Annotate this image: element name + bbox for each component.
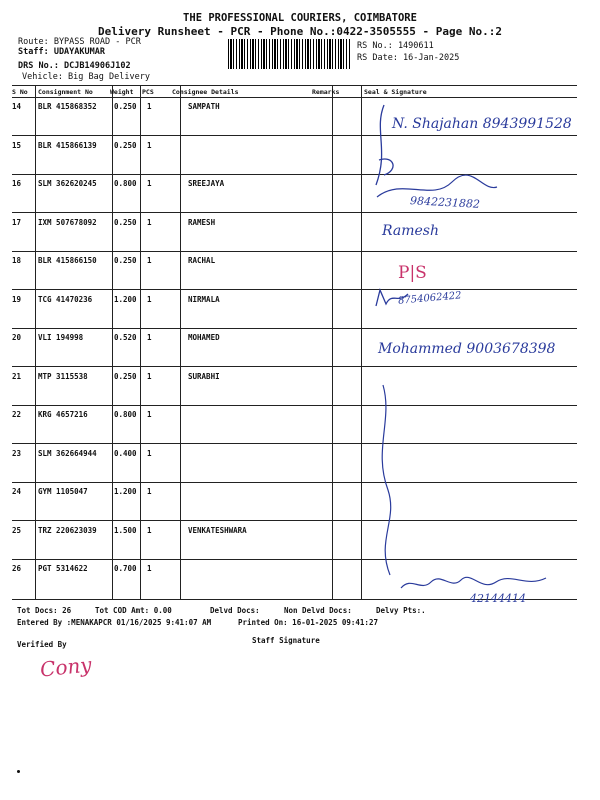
row-weight: 0.700 — [114, 564, 137, 573]
row-pcs: 1 — [147, 564, 152, 573]
row-sno: 23 — [12, 448, 22, 458]
col-header-seal: Seal & Signature — [364, 88, 427, 96]
row-consignment-no: BLR 415868352 — [38, 102, 97, 111]
row-weight: 0.250 — [114, 371, 137, 381]
col-header-remarks: Remarks — [312, 88, 340, 96]
row-pcs: 1 — [147, 448, 152, 458]
row-weight: 1.200 — [114, 294, 137, 304]
row-pcs: 1 — [147, 294, 152, 304]
row-pcs: 1 — [147, 140, 152, 150]
rs-date: RS Date: 16-Jan-2025 — [357, 53, 460, 63]
row-pcs: 1 — [147, 256, 152, 265]
document-subtitle: Delivery Runsheet - PCR - Phone No.:0422-3505555 - Page No.:2 — [98, 25, 502, 38]
row-consignment-no: KRG 4657216 — [38, 410, 88, 419]
row-weight: 0.250 — [114, 140, 137, 150]
row-consignment-no: TCG 41470236 — [38, 294, 93, 304]
handwritten-signature: 42144414 — [470, 592, 526, 605]
signature-stroke-icon — [368, 380, 408, 580]
col-header-pcs: PCS — [142, 88, 154, 96]
dot-mark — [17, 770, 20, 773]
row-consignment-no: MTP 3115538 — [38, 371, 88, 381]
row-consignment-no: PGT 5314622 — [38, 564, 88, 573]
row-sno: 20 — [12, 333, 22, 342]
row-weight: 0.800 — [114, 179, 137, 188]
row-consignment-no: TRZ 220623039 — [38, 525, 97, 535]
row-consignee: VENKATESHWARA — [188, 525, 247, 535]
total-cod: Tot COD Amt: 0.00 — [95, 606, 172, 615]
drs-number: DRS No.: DCJB14906J102 — [18, 61, 131, 71]
table-row — [0, 175, 600, 213]
non-delivered-docs: Non Delvd Docs: — [284, 606, 352, 615]
row-consignment-no: SLM 362664944 — [38, 448, 97, 458]
row-consignee: SAMPATH — [188, 102, 220, 111]
printed-on: Printed On: 16-01-2025 09:41:27 — [238, 618, 378, 627]
row-weight: 0.250 — [114, 102, 137, 111]
row-consignment-no: VLI 194998 — [38, 333, 84, 342]
row-pcs: 1 — [147, 102, 152, 111]
table-row — [0, 445, 600, 483]
col-header-sno: S No — [12, 88, 28, 96]
delivery-points: Delvy Pts:. — [376, 606, 426, 615]
row-weight: 1.500 — [114, 525, 137, 535]
row-sno: 21 — [12, 371, 22, 381]
table-row — [0, 522, 600, 560]
vehicle-label: Vehicle: Big Bag Delivery — [22, 72, 150, 82]
row-pcs: 1 — [147, 217, 152, 227]
row-pcs: 1 — [147, 371, 152, 381]
row-consignment-no: SLM 362620245 — [38, 179, 97, 188]
handwritten-signature: 8754062422 — [397, 290, 462, 307]
document-title: THE PROFESSIONAL COURIERS, COIMBATORE — [183, 12, 417, 24]
row-consignee: NIRMALA — [188, 294, 220, 304]
table-top-border — [12, 85, 577, 86]
handwritten-signature: Mohammed 9003678398 — [378, 341, 556, 357]
row-pcs: 1 — [147, 410, 152, 419]
table-row — [0, 291, 600, 329]
row-sno: 24 — [12, 487, 22, 496]
row-consignment-no: IXM 507678092 — [38, 217, 97, 227]
handwritten-signature: 9842231882 — [409, 194, 481, 211]
row-weight: 0.250 — [114, 256, 137, 265]
row-pcs: 1 — [147, 333, 152, 342]
row-consignee: RAMESH — [188, 217, 216, 227]
staff-signature-label: Staff Signature — [252, 636, 320, 645]
row-sno: 17 — [12, 217, 22, 227]
row-sno: 25 — [12, 525, 22, 535]
row-consignee: SURABHI — [188, 371, 220, 381]
barcode — [228, 39, 350, 69]
rs-number: RS No.: 1490611 — [357, 41, 434, 51]
row-consignment-no: BLR 415866150 — [38, 256, 97, 265]
col-header-consignee: Consignee Details — [172, 88, 239, 96]
row-sno: 26 — [12, 564, 22, 573]
row-consignee: RACHAL — [188, 256, 216, 265]
row-consignee: MOHAMED — [188, 333, 220, 342]
entered-by: Entered By :MENAKAPCR 01/16/2025 9:41:07 AM — [17, 618, 212, 627]
signature-scribble-icon — [372, 172, 502, 212]
table-row — [0, 368, 600, 406]
verified-signature-mark: Cony — [38, 652, 93, 682]
row-sno: 16 — [12, 179, 22, 188]
stamp-mark: P|S — [398, 263, 427, 283]
row-sno: 15 — [12, 140, 22, 150]
col-header-weight: Weight — [110, 88, 134, 96]
row-weight: 0.250 — [114, 217, 137, 227]
row-weight: 0.800 — [114, 410, 137, 419]
row-sno: 14 — [12, 102, 22, 111]
row-consignee: SREEJAYA — [188, 179, 225, 188]
staff-label: Staff: UDAYAKUMAR — [18, 47, 105, 57]
handwritten-signature: N. Shajahan 8943991528 — [392, 116, 572, 132]
row-pcs: 1 — [147, 487, 152, 496]
table-row — [0, 137, 600, 175]
row-consignment-no: GYM 1105047 — [38, 487, 88, 496]
row-sno: 22 — [12, 410, 22, 419]
delivered-docs: Delvd Docs: — [210, 606, 260, 615]
table-row — [0, 252, 600, 290]
table-row — [0, 214, 600, 252]
route-label: Route: BYPASS ROAD - PCR — [18, 37, 141, 47]
table-row — [0, 483, 600, 521]
verified-by-label: Verified By — [17, 640, 67, 649]
row-consignment-no: BLR 415866139 — [38, 140, 97, 150]
total-docs: Tot Docs: 26 — [17, 606, 72, 615]
table-row — [0, 406, 600, 444]
col-header-consignment: Consignment No — [38, 88, 93, 96]
row-pcs: 1 — [147, 179, 152, 188]
signature-scribble-icon — [372, 286, 412, 311]
row-pcs: 1 — [147, 525, 152, 535]
handwritten-signature: Ramesh — [382, 223, 439, 239]
row-sno: 18 — [12, 256, 22, 265]
row-sno: 19 — [12, 294, 22, 304]
row-weight: 0.400 — [114, 448, 137, 458]
row-weight: 0.520 — [114, 333, 137, 342]
row-weight: 1.200 — [114, 487, 137, 496]
